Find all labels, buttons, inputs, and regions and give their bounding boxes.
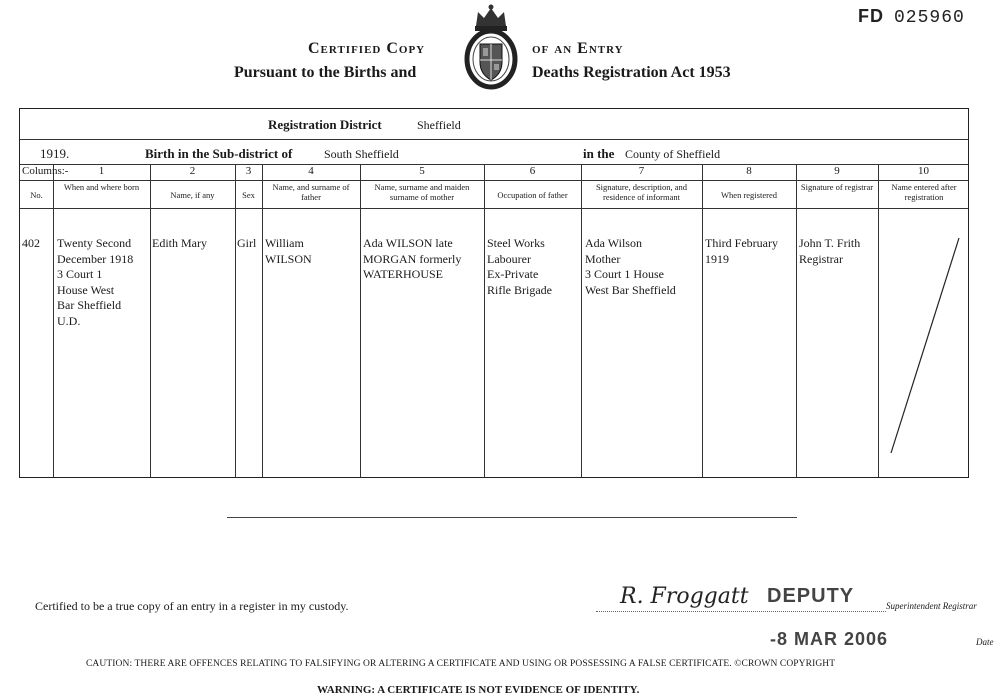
entry-line: Third February (705, 236, 778, 250)
table-rule (20, 180, 968, 181)
entry-line: WATERHOUSE (363, 267, 443, 281)
entry-line: John T. Frith (799, 236, 861, 250)
serial-prefix: FD (858, 6, 884, 26)
entry-line: WILSON (265, 251, 312, 266)
column-head: Signature of registrar (800, 182, 874, 192)
entry-father (265, 236, 312, 267)
column-head: Name entered after registration (891, 182, 957, 202)
date-label: Date (976, 637, 994, 647)
column-number: 4 (308, 165, 314, 177)
entry-line: Labourer (487, 251, 531, 266)
certificate-serial (858, 6, 965, 28)
entry-line: Ex-Private (487, 267, 539, 281)
header-of-an-entry: of an Entry (532, 40, 624, 57)
certified-statement: Certified to be a true copy of an entry in a register in my custody. (35, 599, 349, 613)
column-head: Name, if any (170, 190, 215, 200)
column-number: 8 (746, 165, 752, 177)
entry-line: House West (57, 282, 115, 297)
entry-when-where-born (57, 236, 133, 329)
entry-sex (237, 236, 256, 252)
column-number: 2 (189, 165, 196, 177)
county-label: in the (583, 146, 615, 161)
entry-line: Twenty Second (57, 236, 132, 250)
column-number: 10 (918, 165, 929, 177)
column-head: When and where born (63, 182, 140, 192)
county-value: County of Sheffield (625, 147, 721, 161)
entry-line: Registrar (799, 251, 843, 266)
caution-notice: CAUTION: THERE ARE OFFENCES RELATING TO FALSIFYING OR ALTERING A CERTIFICATE AND USING OR POSSESSING A FALSE CERTIFICATE. ©CROWN COPYRIGHT (86, 659, 836, 669)
entry-line: Mother (585, 251, 621, 266)
header-pursuant: Pursuant to the Births and (234, 64, 417, 81)
entry-line: December 1918 (57, 251, 134, 266)
column-head: When registered (721, 190, 777, 200)
column-divider (360, 164, 361, 477)
subdistrict-label: Birth in the Sub-district of (145, 146, 293, 161)
registration-district-label: Registration District (268, 117, 382, 132)
signature-line (596, 611, 886, 612)
entry-mother (363, 236, 461, 283)
table-rule (20, 208, 968, 209)
header-act: Deaths Registration Act 1953 (532, 64, 731, 81)
entry-line: Girl (237, 236, 257, 250)
deputy-stamp: DEPUTY (767, 585, 855, 607)
entry-line: Rifle Brigade (487, 282, 552, 297)
entry-year: 1919. (40, 146, 70, 161)
column-number: 5 (419, 165, 425, 177)
entry-line: U.D. (57, 313, 81, 328)
entry-informant (585, 236, 676, 298)
column-number: 7 (638, 165, 645, 177)
entry-registrar (799, 236, 860, 267)
column-head: Name, surname and maiden surname of mother (374, 182, 470, 202)
warning-notice: WARNING: A CERTIFICATE IS NOT EVIDENCE OF IDENTITY. (317, 684, 640, 696)
column-head: Signature, description, and residence of informant (595, 182, 688, 202)
separator-line (227, 517, 797, 518)
entry-father-occupation (487, 236, 552, 298)
column-10-strike-line (879, 208, 968, 476)
date-stamp: -8 MAR 2006 (770, 629, 889, 649)
column-divider (702, 164, 703, 477)
entry-line: Steel Works (487, 236, 545, 250)
column-divider (484, 164, 485, 477)
entry-line: Ada WILSON late (363, 236, 453, 250)
entry-line: William (265, 236, 304, 250)
entry-line: 3 Court 1 (57, 267, 103, 281)
column-divider (150, 164, 151, 477)
columns-label: Columns:- (22, 165, 69, 177)
entry-number: 402 (22, 236, 40, 250)
column-divider (235, 164, 236, 477)
entry-name (152, 236, 207, 252)
column-number: 3 (245, 165, 252, 177)
entry-line: Bar Sheffield (57, 298, 122, 312)
entry-line: Edith Mary (152, 236, 207, 250)
column-number: 1 (98, 165, 105, 177)
column-head: Name, and surname of father (272, 182, 350, 202)
column-number: 6 (529, 165, 536, 177)
entry-when-registered (705, 236, 778, 267)
column-head: Sex (242, 190, 255, 200)
serial-number: 025960 (894, 8, 965, 28)
column-head-no: No. (30, 190, 43, 200)
entry-line: Ada Wilson (585, 236, 642, 250)
subdistrict-value: South Sheffield (324, 147, 399, 161)
superintendent-registrar-label: Superintendent Registrar (886, 601, 977, 611)
royal-crest-icon (456, 4, 526, 96)
registration-district-value: Sheffield (417, 118, 461, 132)
entry-line: MORGAN formerly (363, 251, 462, 266)
registrar-signature: R. Froggatt (620, 584, 749, 609)
table-rule (20, 139, 968, 140)
header-certified-copy: Certified Copy (308, 40, 426, 57)
column-head: Occupation of father (497, 190, 568, 200)
column-number: 9 (834, 165, 840, 177)
column-divider (796, 164, 797, 477)
column-divider (581, 164, 582, 477)
column-divider (262, 164, 263, 477)
entry-line: 3 Court 1 House (585, 267, 664, 281)
column-divider (53, 164, 54, 477)
entry-line: 1919 (705, 251, 729, 266)
entry-line: West Bar Sheffield (585, 282, 676, 297)
